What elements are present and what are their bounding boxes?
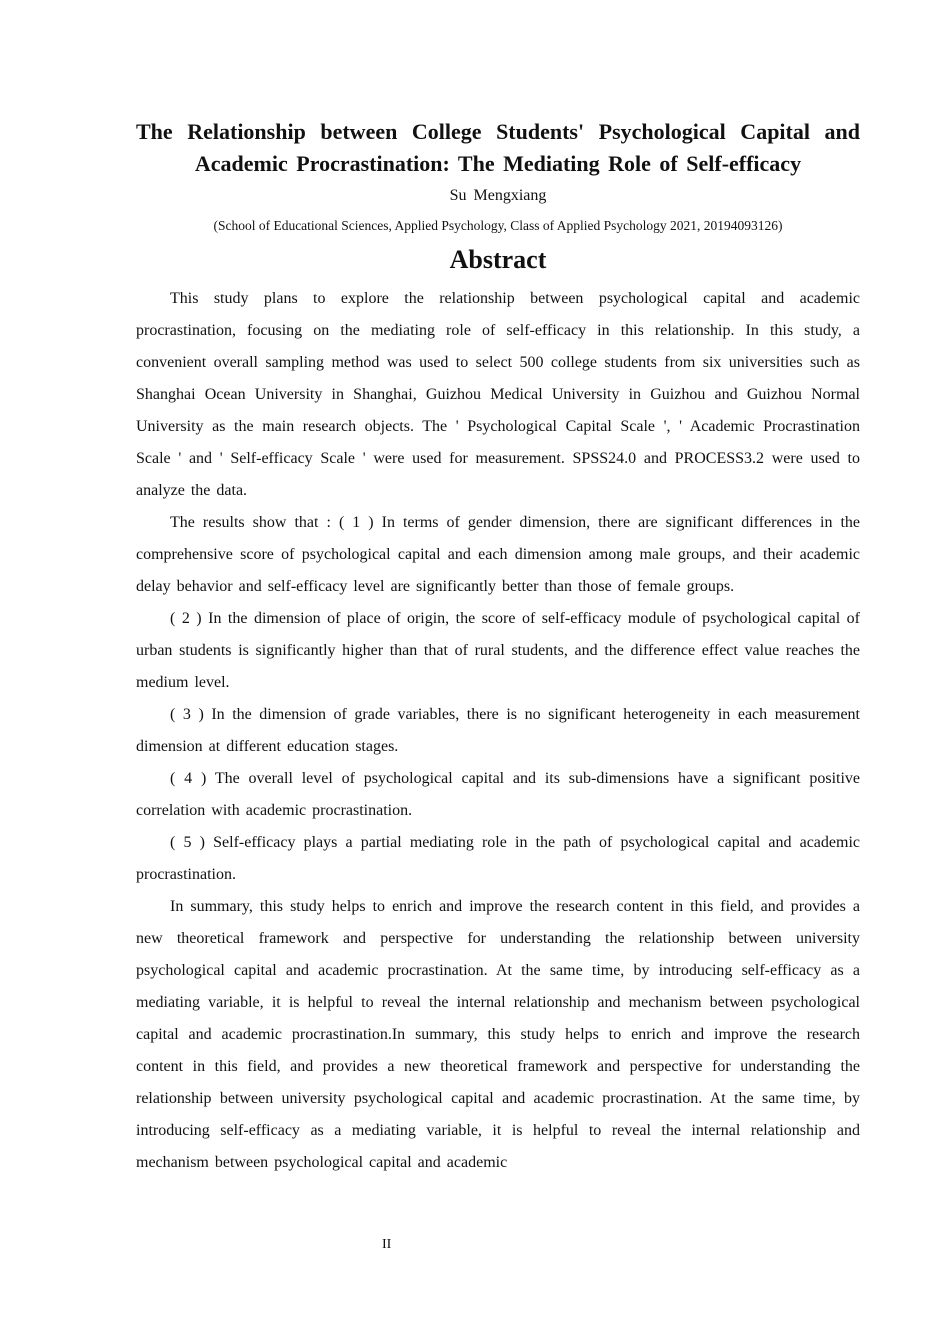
title-line-2: Academic Procrastination: The Mediating Role of Self-efficacy — [194, 151, 802, 176]
abstract-paragraph: ( 4 ) The overall level of psychological capital and its sub-dimensions have a significant positive correlation with academic procrastination. — [136, 770, 860, 819]
author-affiliation: (School of Educational Sciences, Applied Psychology, Class of Applied Psychology 2021, 20194093126) — [213, 218, 783, 233]
abstract-body — [136, 283, 860, 1179]
document-page — [136, 116, 860, 1179]
paper-title — [136, 116, 860, 180]
abstract-heading: Abstract — [449, 245, 547, 274]
abstract-paragraph: ( 5 ) Self-efficacy plays a partial mediating role in the path of psychological capital and academic procrastination. — [136, 834, 860, 883]
title-line-1: The Relationship between College Students' Psychological Capital and — [136, 119, 860, 144]
abstract-paragraph: ( 3 ) In the dimension of grade variables, there is no significant heterogeneity in each measurement dimension at different education stages. — [136, 706, 860, 755]
abstract-paragraph: ( 2 ) In the dimension of place of origin, the score of self-efficacy module of psychological capital of urban students is significantly higher than that of rural students, and the difference effect value reaches the medium level. — [136, 610, 860, 691]
abstract-paragraph: In summary, this study helps to enrich and improve the research content in this field, and provides a new theoretical framework and perspective for understanding the relationship between university psychological capital and academic procrastination. At the same time, by introducing self-efficacy as a mediating variable, it is helpful to reveal the internal relationship and mechanism between psychological capital and academic procrastination.In summary, this study helps to enrich and improve the research content in this field, and provides a new theoretical framework and perspective for understanding the relationship between university psychological capital and academic procrastination. At the same time, by introducing self-efficacy as a mediating variable, it is helpful to reveal the internal relationship and mechanism between psychological capital and academic — [136, 898, 860, 1171]
abstract-paragraph: The results show that : ( 1 ) In terms of gender dimension, there are significant differences in the comprehensive score of psychological capital and each dimension among male groups, and their academic delay behavior and self-efficacy level are significantly better than those of female groups. — [136, 514, 860, 595]
author-name: Su Mengxiang — [449, 187, 547, 204]
abstract-paragraph: This study plans to explore the relationship between psychological capital and academic procrastination, focusing on the mediating role of self-efficacy in this relationship. In this study, a convenient overall sampling method was used to select 500 college students from six universities such as Shanghai Ocean University in Shanghai, Guizhou Medical University in Guizhou and Guizhou Normal University as the main research objects. The ' Psychological Capital Scale ', ' Academic Procrastination Scale ' and ' Self-efficacy Scale ' were used for measurement. SPSS24.0 and PROCESS3.2 were used to analyze the data. — [136, 290, 860, 499]
page-number: II — [382, 1237, 392, 1252]
